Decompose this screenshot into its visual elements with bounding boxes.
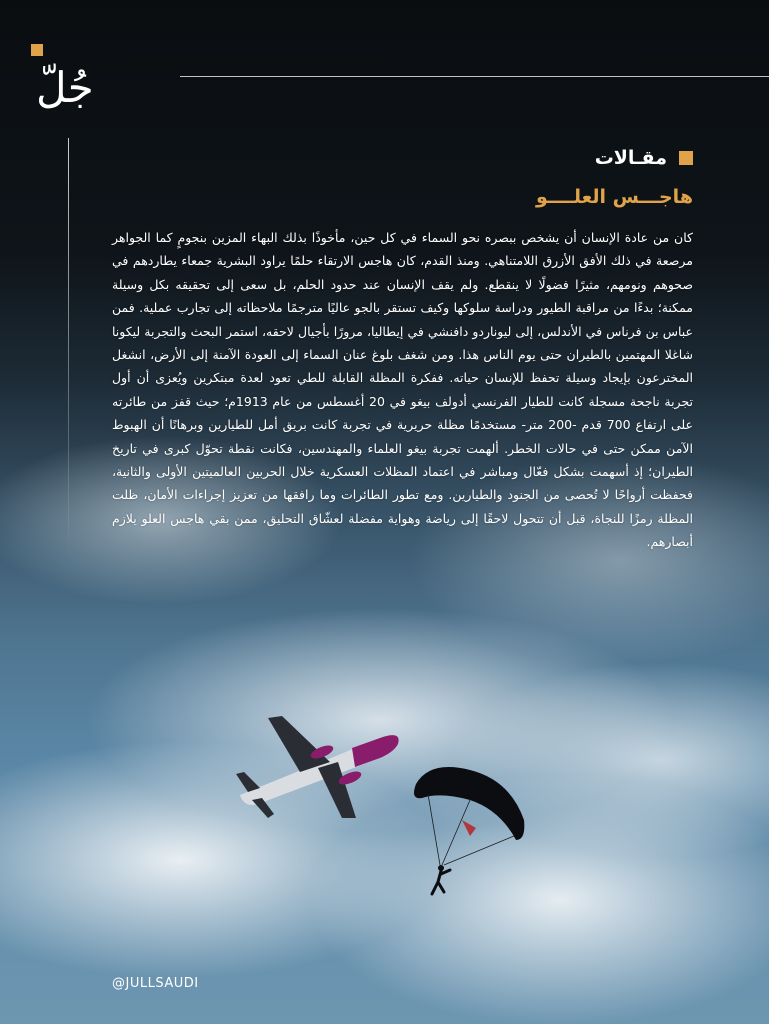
social-handle: @JULLSAUDI: [112, 976, 199, 991]
logo-square-icon: [31, 44, 43, 56]
magazine-logo: جُلّ: [36, 63, 94, 112]
airplane-icon: [236, 716, 399, 818]
article-body: كان من عادة الإنسان أن يشخص ببصره نحو السماء في كل حين، مأخوذًا بذلك البهاء المزين بنجومٍ كما الجواهر مرصعة في ذلك الأفق الأزرق اللامتناهي. ومنذ القدم، كان هاجس الارتقاء حلمًا يراود البشرية جمعاء يطاردهم في صحوهم ونومهم، مثيرًا فضولًا لا ينقطع. ولم يقف الإنسان عند حدود الحلم، بل سعى إلى تحقيقه بكل وسيلة ممكنة؛ بدءًا من مراقبة الطيور ودراسة سلوكها وكيف تستقر بالجو عاليًا مترجمًا ملاحظاته إلى تجارب عملية. فمن عباس بن فرناس في الأندلس، إلى ليوناردو دافنشي في إيطاليا، مرورًا بأجيال لاحقه، استمر البحث والتجربة ليكونا شاغلا المهتمين بالطيران حتى يوم الناس هذا. ومن شغف بلوغ عنان السماء إلى العودة الآمنة إلى الأرض، انشغل المخترعون بإيجاد وسيلة تحفظ للإنسان حياته. ففكرة المظلة القابلة للطي تعود لعدة مبتكرين ويُعزى أن أول تجربة ناجحة مسجلة كانت للطيار الفرنسي أدولف بيغو في 20 أغسطس من عام 1913م؛ حيث قفز من طائرته على ارتفاع 700 قدم -200 متر- مستخدمًا مظلة حريرية في تجربة كانت بريق أمل للطيارين وبرهانًا أن الهبوط الآمن ممكن حتى في حالات الخطر. ألهمت تجربة بيغو العلماء والمهندسين، فكانت نقطة تحوّل كبرى في تاريخ الطيران؛ إذ أسهمت بشكل فعّال ومباشر في اعتماد المظلات العسكرية خلال الحربين العالميتين الأولى والثانية، فحفظت أرواحًا لا تُحصى من الجنود والطيارين. ومع تطور الطائرات وما رافقها من تعزيز إجراءات الأمان، ظلت المظلة رمزًا للنجاة، قبل أن تتحول لاحقًا إلى رياضة وهواية مفضلة لعشّاق التحليق، ممن بقي هاجس العلو يلازم أبصارهم.: [112, 230, 694, 550]
section-label: مقـالات: [594, 147, 667, 169]
parachute-icon: [414, 767, 524, 894]
section-square-icon: [679, 151, 693, 165]
header-rule: [180, 76, 769, 77]
side-rule: [68, 138, 69, 558]
sky-illustration: [230, 700, 550, 910]
article-title: هاجـــس العلــــو: [536, 186, 693, 208]
section-header: [595, 144, 693, 172]
